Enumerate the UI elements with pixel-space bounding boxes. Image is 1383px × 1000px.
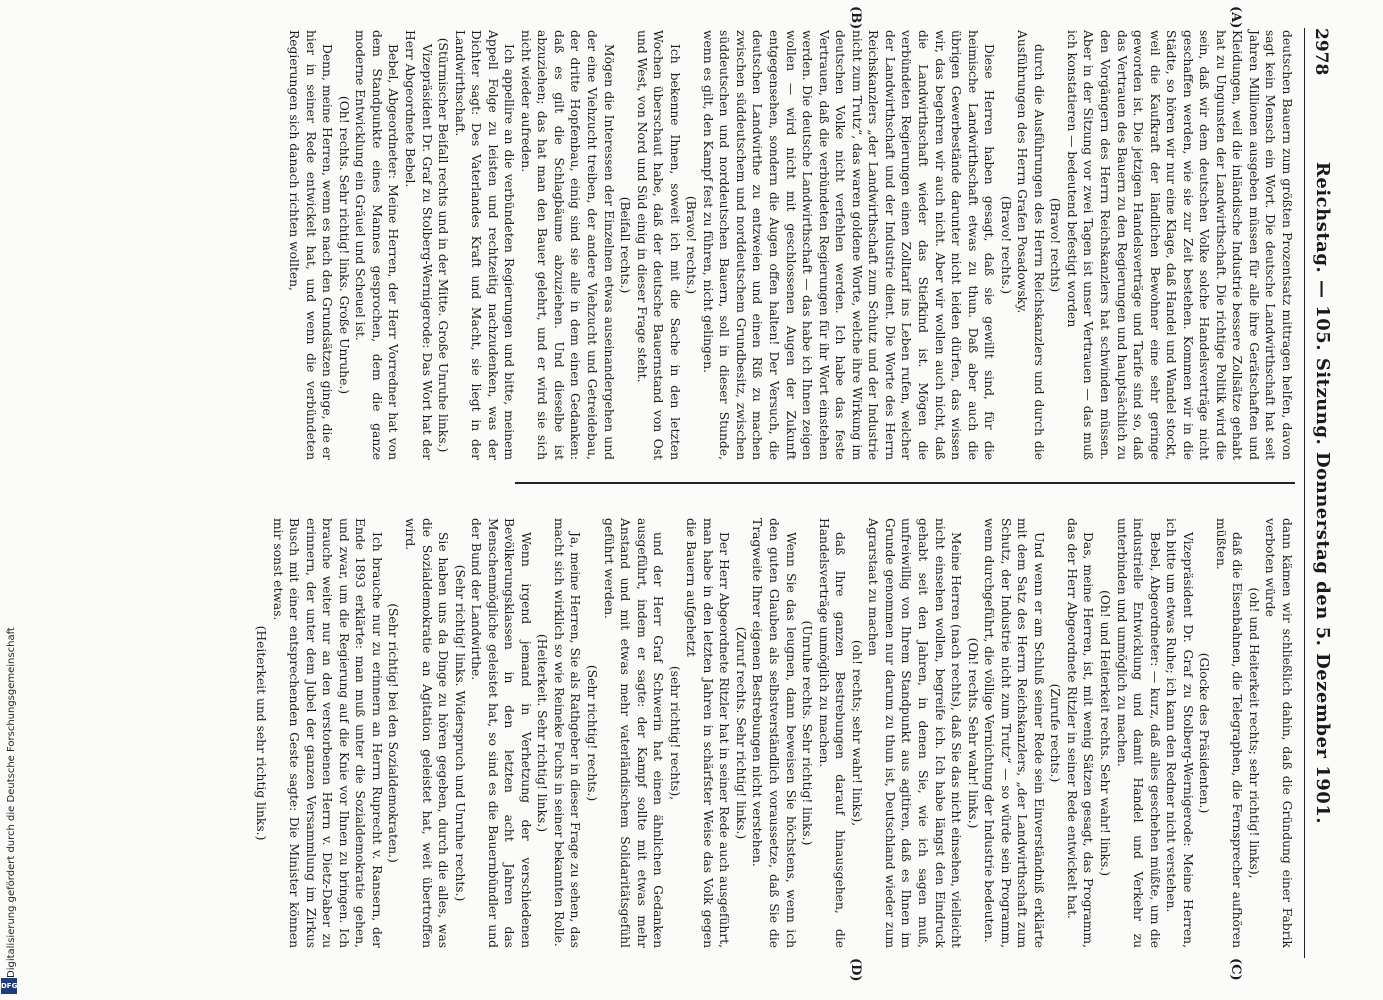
stage-direction: (oh! rechts; sehr wahr! links), (849, 639, 864, 827)
stage-direction: (Zuruf rechts. Sehr richtig! links.) (733, 626, 748, 840)
margin-letter-d: (D) (848, 958, 863, 982)
left-column (287, 30, 1295, 460)
stage-direction: (Bravo! rechts.) (998, 195, 1013, 295)
stage-direction: (Oh! und Heiterkeit rechts. Sehr wahr! links.) (1097, 589, 1112, 876)
paragraph: und der Herr Graf Schwerin hat einen ähnlichen Gedanken ausgeführt, indem er sagte: der Kampf sollte mit etwas mehr Anstand und mit etwas mehr vaterländischem Solidaritätsgefühl geführt werden. (601, 518, 666, 948)
paragraph: Ja, meine Herren, Sie als Rathgeber in dieser Frage zu sehen, das macht sich wirklich so wie Reineke Fuchs in seiner bekannten Rolle. (551, 518, 583, 948)
stage-direction: (Zurufe rechts.) (1048, 683, 1063, 783)
paragraph: Ich bekenne Ihnen, soweit ich mit die Sache in den letzten Wochen überschaut habe, daß der deutsche Bauernstand von Ost und West, von Nord und Süd einig in dieser Frage steht. (634, 30, 682, 460)
stage-direction: (Sehr richtig! rechts.) (585, 664, 600, 802)
paragraph: durch die Ausführungen des Herrn Reichskanzlers und durch die Ausführungen des Herrn Grafen Posadowsky. (1015, 30, 1046, 460)
paragraph: dann kämen wir schließlich dahin, daß die Gründung einer Fabrik verboten würde (1263, 518, 1294, 948)
stage-direction: (Sehr richtig! links. Widerspruch und Unruhe rechts.) (452, 564, 467, 902)
margin-letter-b: (B) (848, 6, 863, 30)
stage-direction: (Beifall rechts.) (618, 196, 633, 294)
paragraph: daß Ihre ganzen Bestrebungen darauf hinausgehen, die Handelsverträge unmöglich zu machen. (816, 518, 848, 948)
paragraph: Meine Herren (nach rechts), daß Sie das nicht einsehen, vielleicht nicht einsehen wollen, begreife ich. Ich habe längst den Eindruck gehabt seit den Jahren, in denen Sie, wie ich sagen muß, unfreiwillig von Ihrem Standpunkt aus agitiren, daß es Ihnen im Grunde genommen nur darum zu thun ist, Deutschland wieder zum Agrarstaat zu machen (866, 518, 964, 948)
stage-direction: (oh! und Heiterkeit rechts; sehr richtig! links), (1246, 587, 1261, 879)
column-divider (515, 482, 1295, 484)
paragraph: Ich appellire an die verbündeten Regierungen und bitte, meinem Appell Folge zu leisten und rechtzeitig nachzudenken, was der Dichter sagt: Des Vaterlandes Kraft und Macht, sie liegt in der Landwirthschaft. (452, 30, 517, 460)
dfg-logo: DFG (1, 978, 17, 994)
page-number: 2978 (1311, 28, 1331, 76)
running-header (1304, 28, 1335, 958)
paragraph: Ich brauche nur zu erinnern an Herrn Ruprecht v. Ransern, der Ende 1893 erklärte: man muß unter die Sozialdemokratie gehen, und zwar, um die Regierung auf die Knie vor Ihnen zu bringen. Ich brauche weiter nur an den verstorbenen Herrn v. Dietz-Daber zu erinnern, der unter dem Jubel der ganzen Versammlung im Zirkus Busch mit einer entsprechenden Geste sagte: Die Minister können mir sonst etwas. (270, 518, 384, 948)
stage-direction: (Stürmischer Beifall rechts und in der Mitte. Große Unruhe links.) (436, 37, 451, 453)
stage-direction: (Bravo! rechts) (1048, 197, 1063, 293)
paragraph: Bebel, Abgeordneter: Meine Herren, der Herr Vorredner hat von dem Standpunkte eines Mannes gesprochen, dem die ganze moderne Entwicklung ein Gräuel und Scheuel ist. (353, 30, 401, 460)
paragraph: Wenn Sie das leugnen, dann beweisen Sie höchstens, wenn ich den guten Glauben als selbstverständlich voraussetze, daß Sie die Tragweite Ihrer eigenen Bestrebungen nicht verstehen. (750, 518, 798, 948)
paragraph: Das, meine Herren, ist, mit wenig Sätzen gesagt, das Programm, das der Herr Abgeordnete Ritzler in seiner Rede entwickelt hat. (1064, 518, 1096, 948)
paragraph: Bebel, Abgeordneter: — kurz, daß alles geschehen müßte, um die industrielle Entwicklung und damit Handel und Verkehr zu unterbinden und unmöglich zu machen. (1114, 518, 1162, 948)
paragraph: Sie haben uns da Dinge zu hören gegeben, durch die alles, was die Sozialdemokratie an Agitation geleistet hat, weit übertroffen wird. (403, 518, 451, 948)
paragraph: Wenn irgend jemand in Verhetzung der verschiedenen Bevölkerungsklassen in den letzten acht Jahren das Menschenmögliche geleistet hat, so sind es die Bauernbündler und der Bund der Landwirthe. (469, 518, 533, 948)
stage-direction: (Heiterkeit. Sehr richtig! links.) (535, 633, 550, 833)
stage-direction: (Heiterkeit und sehr richtig links.) (254, 625, 269, 841)
stage-direction: (Oh! rechts. Sehr wahr! links.) (965, 637, 980, 829)
paragraph: Vizepräsident Dr. Graf zu Stolberg-Wernigerode: Meine Herren, ich bitte um etwas Ruhe; ich kann den Redner nicht verstehen. (1164, 518, 1195, 948)
paragraph: daß die Eisenbahnen, die Telegraphen, die Fernsprecher aufhören müßten. (1213, 518, 1245, 948)
stage-direction: (Oh! rechts. Sehr richtig! links. Große Unruhe.) (336, 95, 351, 395)
paragraph: Diese Herren haben gesagt, daß sie gewillt sind, für die heimische Landwirthschaft etwas zu thun. Daß aber auch die übrigen Gewerbestände darunter nicht leiden dürfen, das wissen wir, das begehren wir auch nicht. Aber wir wollen auch nicht, daß die Landwirthschaft wieder das Stiefkind ist. Mögen die verbündeten Regierungen einen Zolltarif ins Leben rufen, welcher der Landwirthschaft und der Industrie dient. Die Worte des Herrn Reichskanzlers „der Landwirthschaft zum Schutz und der Industrie nicht zum Trutz“, das waren goldene Worte, welche ihre Wirkung im deutschen Volke nicht verfehlen werden. Ich habe das feste Vertrauen, daß die verbündeten Regierungen für ihr Wort einstehen werden. Die deutsche Landwirthschaft — das habe ich Ihnen zeigen wollen — wird nicht mit geschlossenen Augen der Zukunft entgegensehen, sondern die Augen offen halten! Der Versuch, die deutschen Landwirthe zu entzweien und einen Riß zu machen zwischen süddeutschem und norddeutschem Grundbesitz, zwischen süddeutschen und norddeutschen Bauern, soll in dieser Stunde, wenn es gilt, den Kampf fest zu führen, nicht gelingen. (700, 30, 997, 460)
margin-letter-a: (A) (1228, 6, 1243, 29)
paragraph: Vizepräsident Dr. Graf zu Stolberg-Wernigerode: Das Wort hat der Herr Abgeordnete Bebel. (403, 30, 434, 460)
paragraph: deutschen Bauern zum größten Prozentsatz mittragen helfen, davon sagt kein Mensch ein Wort. Die deutsche Landwirthschaft hat seit Jahren Millionen ausgeben müssen für alle ihre Gerätschaften und Kleidungen, weil die inländische Industrie bessere Zollsätze gehabt hat zu Ungunsten der Landwirthschaft. Die richtige Politik wird die sein, daß wir dem deutschen Volke solche Handelsverträge nicht geschaffen werden, wie sie zur Zeit bestehen. Kommen wir in die Städte, so hören wir nur eine Klage, daß Handel und Wandel stockt, weil die Kaufkraft der ländlichen Bewohner eine sehr geringe geworden ist. Die jetzigen Handelsverträge und Tarife sind so, daß das Vertrauen des Bauern zu den Regierungen und hauptsächlich zu den Vorgängern des Herrn Reichskanzlers hat schwinden müssen. Aber in der Sitzung vor zwei Tagen ist unser Vertrauen — das muß ich konstatieren — bedeutend befestigt worden (1064, 30, 1294, 460)
stage-direction: (Unruhe rechts. Sehr richtig! links.) (800, 620, 815, 846)
stage-direction: (Bravo! rechts.) (684, 195, 699, 295)
stage-direction: (Sehr richtig! bei den Sozialdemokraten.) (386, 603, 401, 863)
right-column (254, 518, 1295, 948)
margin-letter-c: (C) (1228, 958, 1243, 981)
stage-direction: (sehr richtig! rechts), (667, 665, 682, 801)
paragraph: Der Herr Abgeordnete Ritzler hat in seiner Rede auch ausgeführt, man habe in den letzten Jahren in schärfster Weise das Volk gegen die Bauern aufgehetzt (684, 518, 732, 948)
paragraph: Und wenn er am Schluß seiner Rede sein Einverständniß erklärte mit dem Satz des Herrn Reichskanzlers, „der Landwirthschaft zum Schutz, der Industrie nicht zum Trutz“ — so würde sein Programm, wenn durchgeführt, die völlige Vernichtung der Industrie bedeuten. (982, 518, 1046, 948)
paragraph: Mögen die Interessen der Einzelnen etwas auseinandergehen und der eine Viehzucht treiben, der andere Viehzucht und Getreidebau, der dritte Hopfenbau, einig sind sie alle in dem einen Gedanken: daß es gilt die Schlagbäume abzuziehen. Und dieselbe ist abzuziehen; das hat man den Bauer gelehrt, und er wird sie sich nicht wieder aufreden. (518, 30, 616, 460)
paragraph: Denn, meine Herren, wenn es nach den Grundsätzen ginge, die er hier in seiner Rede entwickelt hat, und wenn die verbündeten Regierungen sich danach richten wollten, (287, 30, 335, 460)
stage-direction: (Glocke des Präsidenten.) (1197, 652, 1212, 814)
running-title: Reichstag. — 105. Sitzung. Donnerstag den 5. Dezember 1901. (1312, 161, 1333, 825)
digitization-credit: Digitalisierung gefördert durch die Deutsche Forschungsgemeinschaft (6, 627, 17, 978)
